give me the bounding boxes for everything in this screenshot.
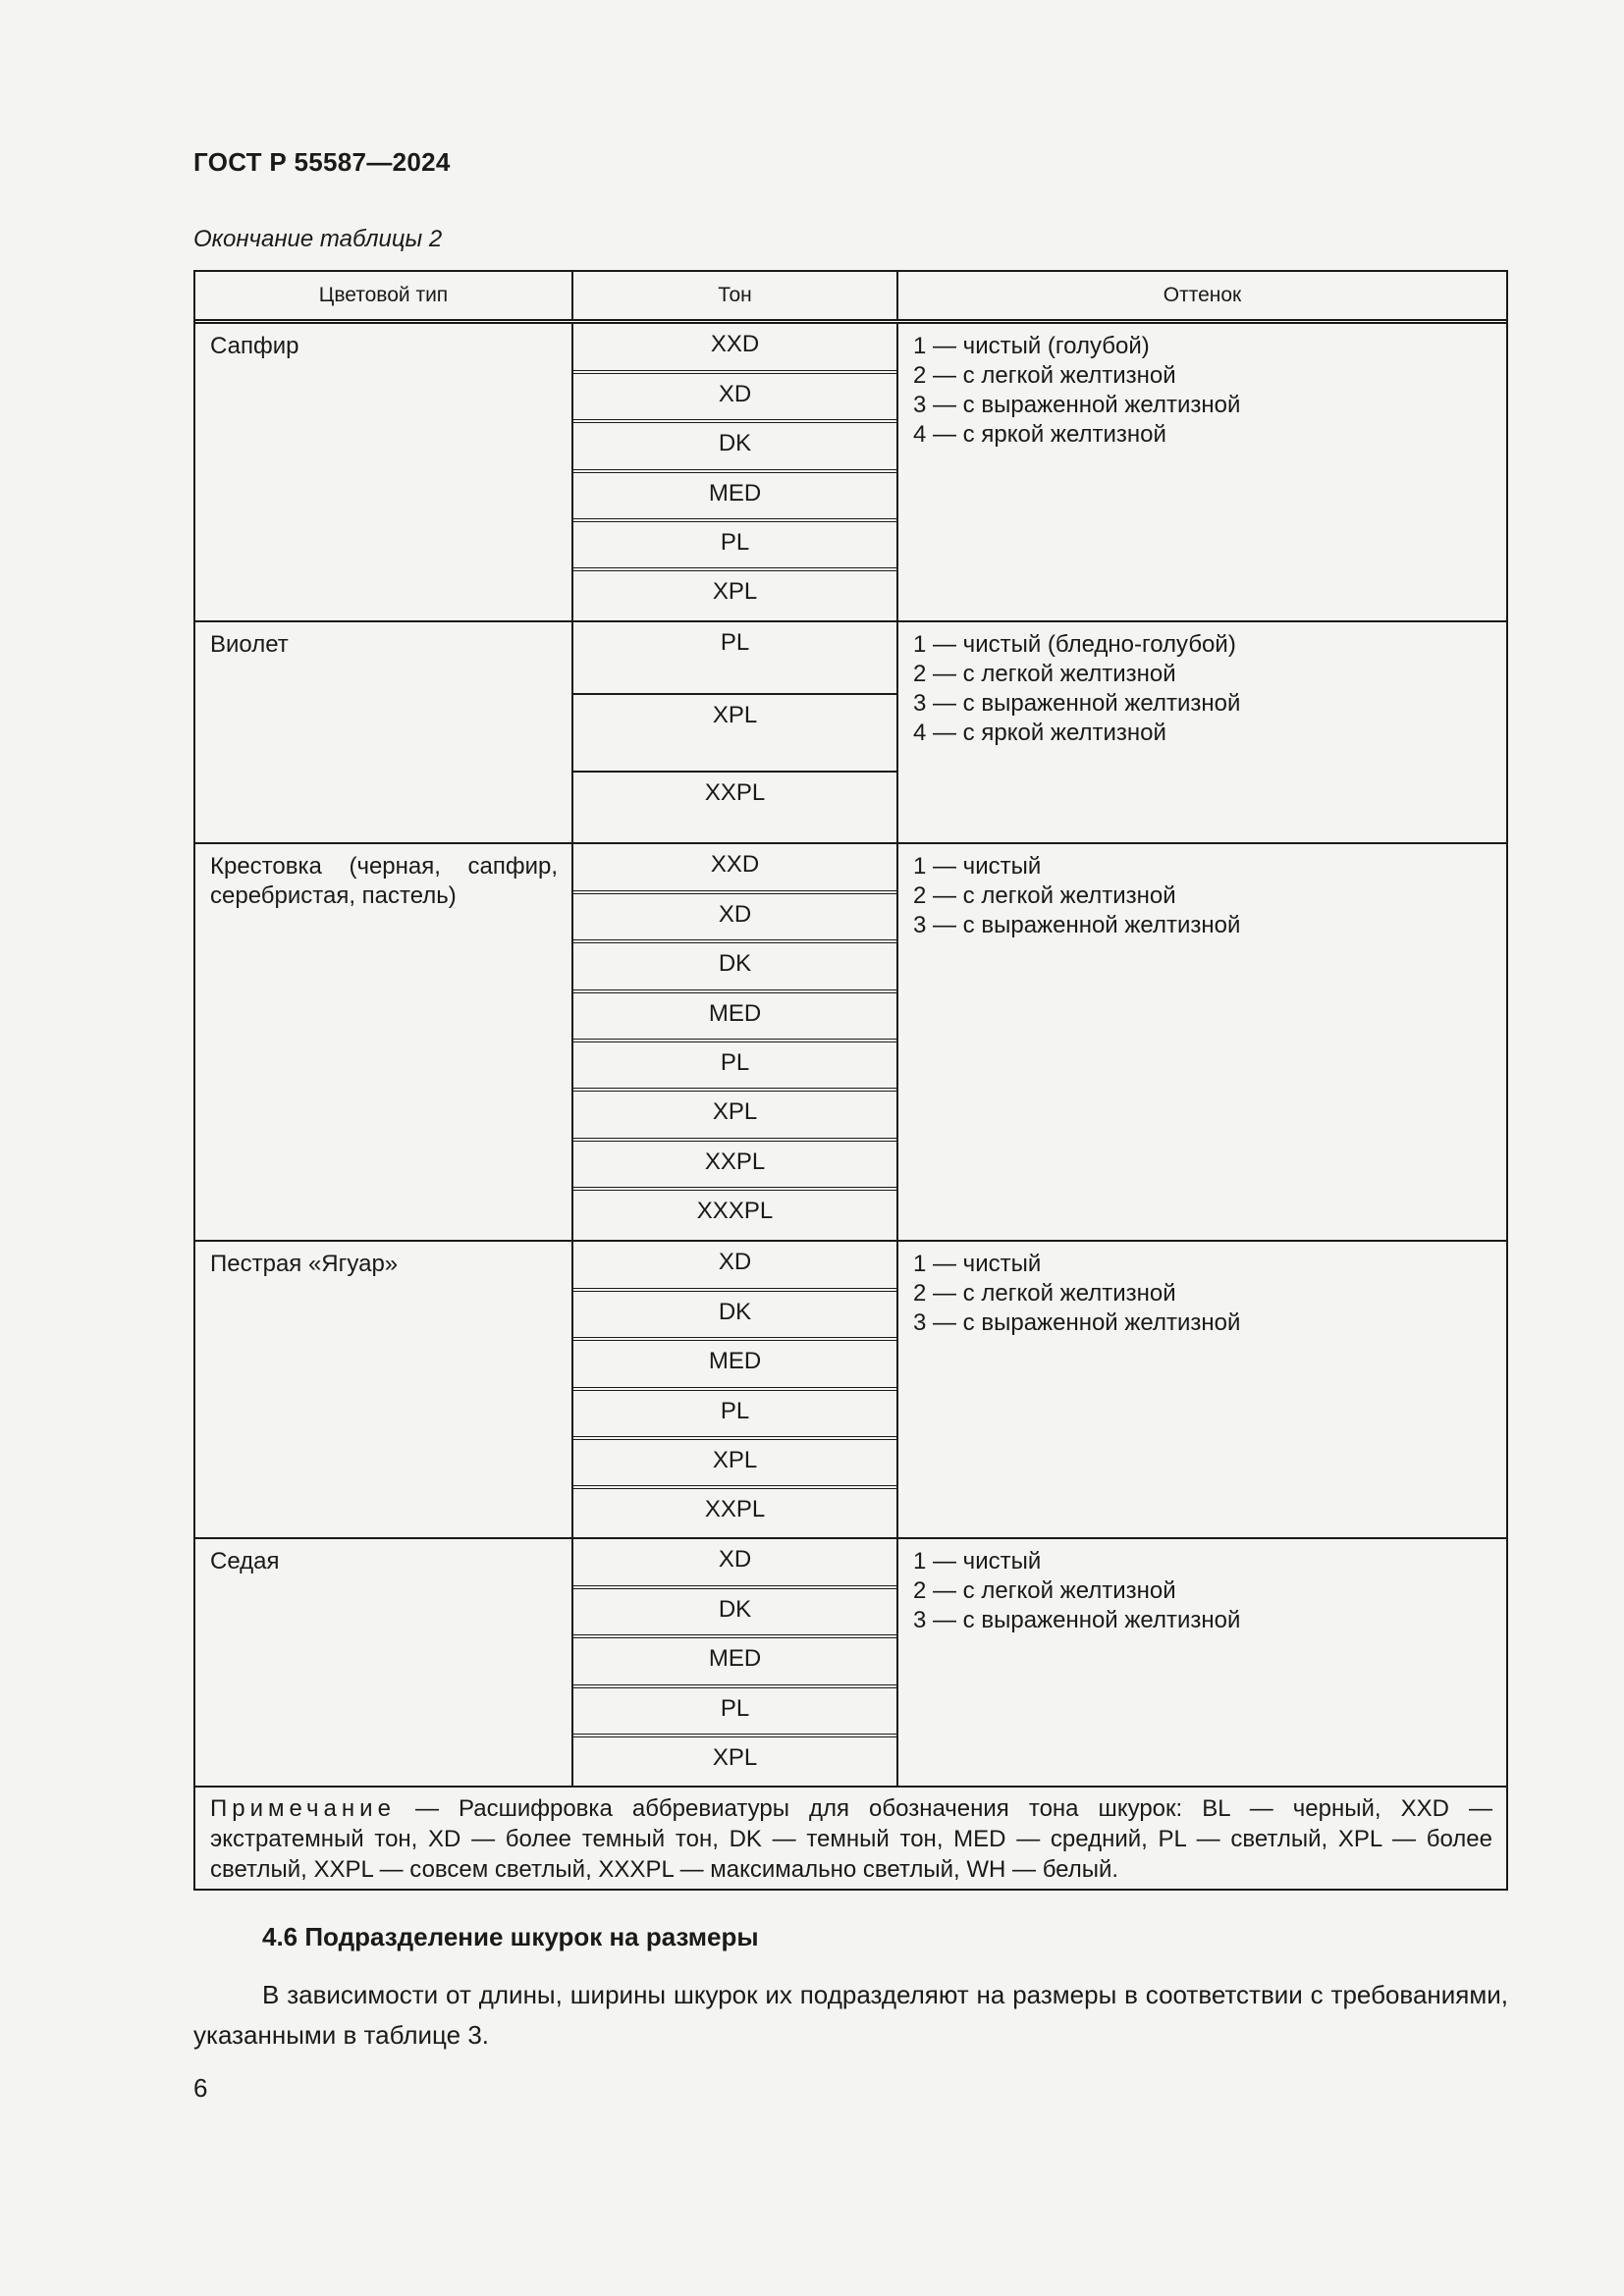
tone-cell: XXD: [573, 324, 896, 374]
tone-cell: XPL: [712, 578, 758, 605]
tone-cell: PL: [573, 1042, 896, 1092]
shade-item: 2 — с легкой желтизной: [913, 1280, 1176, 1307]
shade-item: 3 — с выраженной желтизной: [913, 1309, 1241, 1336]
tone-cell: PL: [573, 1391, 896, 1440]
shade-item: 3 — с выраженной желтизной: [913, 392, 1241, 418]
table-group-krestovka: [195, 844, 1506, 1242]
table-group-jaguar: [195, 1242, 1506, 1539]
shade-item: 4 — с яркой желтизной: [913, 421, 1166, 448]
color-type-table: [193, 270, 1508, 1891]
document-header: ГОСТ Р 55587—2024: [193, 147, 451, 177]
table-caption: Окончание таблицы 2: [193, 226, 443, 252]
tone-cell: DK: [573, 1292, 896, 1341]
shade-item: 3 — с выраженной желтизной: [913, 690, 1241, 717]
shade-item: 3 — с выраженной желтизной: [913, 1607, 1241, 1633]
tone-cell: MED: [573, 993, 896, 1042]
tone-cell: XD: [573, 894, 896, 943]
tone-cell: DK: [573, 423, 896, 473]
shade-cell: [898, 844, 1506, 1240]
shade-item: 1 — чистый: [913, 853, 1042, 880]
tone-cell: PL: [573, 1688, 896, 1737]
shade-item: 1 — чистый: [913, 1548, 1042, 1575]
tone-cell: XXPL: [573, 1142, 896, 1191]
shade-item: 1 — чистый: [913, 1251, 1042, 1277]
shade-cell: [898, 1242, 1506, 1537]
tone-cell-list: [573, 1242, 898, 1537]
tone-cell-list: [573, 844, 898, 1240]
tone-cell: MED: [573, 1638, 896, 1688]
shade-cell: [898, 622, 1506, 842]
shade-item: 2 — с легкой желтизной: [913, 661, 1176, 687]
tone-cell: XPL: [573, 695, 896, 773]
tone-cell: XPL: [712, 1744, 758, 1771]
tone-cell: DK: [573, 1589, 896, 1638]
tone-cell: MED: [573, 1341, 896, 1391]
tone-cell: XXXPL: [696, 1198, 774, 1224]
shade-item: 1 — чистый (бледно-голубой): [913, 631, 1236, 658]
color-type-cell: Седая: [195, 1539, 573, 1786]
table-group-violet: [195, 622, 1506, 844]
section-title: 4.6 Подразделение шкурок на размеры: [262, 1922, 759, 1951]
page-number: 6: [193, 2073, 208, 2103]
table-note: [195, 1788, 1506, 1889]
table-group-grey: [195, 1539, 1506, 1788]
tone-cell: DK: [573, 943, 896, 993]
tone-cell-list: [573, 324, 898, 620]
column-header-tone: Тон: [573, 272, 898, 319]
note-text: — Расшифровка аббревиатуры для обозначения тона шкурок: BL — черный, XXD — экстратемный тон, XD — более темный тон, DK — темный тон, MED — средний, PL — светлый, XPL — более светлый, XXPL — совсем светлый, XXXPL — максимально светлый, WH — белый.: [210, 1795, 1492, 1883]
color-type-cell: Виолет: [195, 622, 573, 842]
tone-cell: XXPL: [704, 1496, 766, 1522]
tone-cell: PL: [573, 622, 896, 695]
tone-cell: XPL: [573, 1092, 896, 1142]
shade-item: 2 — с легкой желтизной: [913, 882, 1176, 909]
shade-item: 2 — с легкой желтизной: [913, 1577, 1176, 1604]
shade-item: 2 — с легкой желтизной: [913, 362, 1176, 389]
color-type-cell: Пестрая «Ягуар»: [195, 1242, 573, 1537]
tone-cell: XXD: [573, 844, 896, 894]
tone-cell: MED: [573, 473, 896, 522]
shade-cell: [898, 1539, 1506, 1786]
note-label: Примечание: [210, 1795, 396, 1822]
column-header-shade: Оттенок: [1163, 284, 1242, 306]
tone-cell-list: [573, 622, 898, 842]
tone-cell: XD: [573, 1539, 896, 1589]
shade-item: 4 — с яркой желтизной: [913, 720, 1166, 746]
tone-cell: XD: [573, 1242, 896, 1292]
section-paragraph: В зависимости от длины, ширины шкурок их подразделяют на размеры в соответствии с требованиями, указанными в таблице 3.: [193, 1980, 1508, 2050]
table-group-sapphire: [195, 324, 1506, 622]
shade-item: 3 — с выраженной желтизной: [913, 912, 1241, 938]
shade-item: 1 — чистый (голубой): [913, 333, 1150, 359]
tone-cell: PL: [573, 522, 896, 571]
tone-cell: XD: [573, 374, 896, 423]
tone-cell-list: [573, 1539, 898, 1786]
table-header-row: [195, 272, 1506, 324]
color-type-cell: Крестовка (черная, сапфир, серебристая, пастель): [195, 844, 573, 1240]
column-header-color-type: Цветовой тип: [195, 272, 573, 319]
tone-cell: XPL: [573, 1440, 896, 1489]
tone-cell: XXPL: [704, 779, 766, 806]
color-type-cell: Сапфир: [195, 324, 573, 620]
shade-cell: [898, 324, 1506, 620]
